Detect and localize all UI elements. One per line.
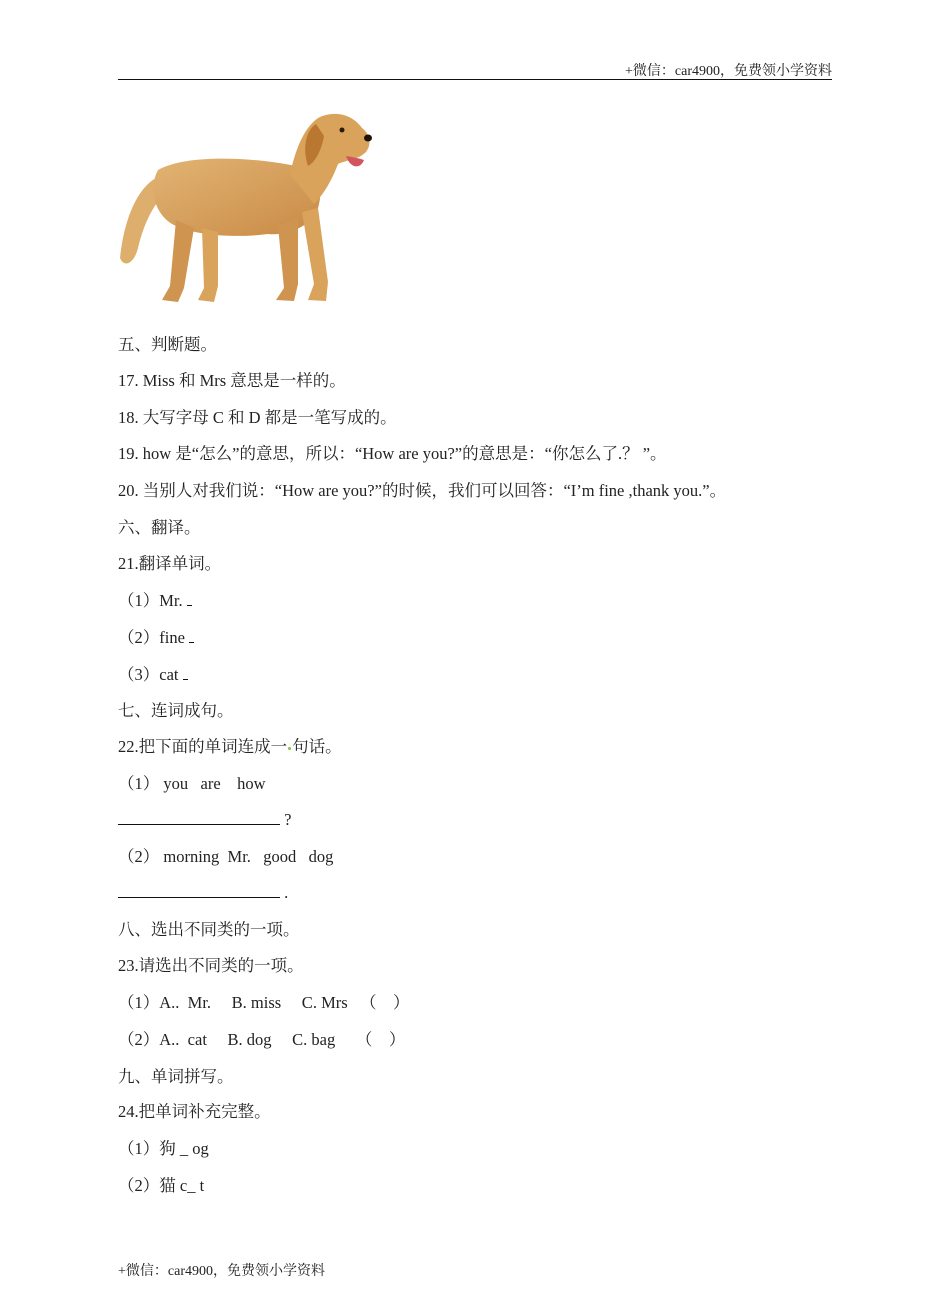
section-9-title: 九、单词拼写。 xyxy=(118,1067,234,1086)
question-19: 19. how 是“怎么”的意思，所以：“How are you?”的意思是：“你怎么了.？ ”。 xyxy=(118,444,667,463)
answer-blank[interactable] xyxy=(187,593,192,606)
question-24: 24.把单词补充完整。 xyxy=(118,1102,271,1121)
translate-item-3 xyxy=(118,665,188,685)
section-6-title: 六、翻译。 xyxy=(118,518,201,537)
section-5-title: 五、判断题。 xyxy=(118,335,217,354)
section-7-title: 七、连词成句。 xyxy=(118,701,234,720)
footer-watermark: +微信：car4900，免费领小学资料 xyxy=(118,1264,325,1279)
translate-item-3-text: （3）cat xyxy=(118,665,179,684)
sentence-item-1: （1） you are how xyxy=(118,774,266,793)
dot-mark xyxy=(288,747,291,750)
sentence-item-2: （2） morning Mr. good dog xyxy=(118,847,334,866)
sentence-answer-1 xyxy=(118,810,291,830)
answer-blank[interactable] xyxy=(183,667,188,680)
spelling-item-2: （2）猫 c_ t xyxy=(118,1176,205,1195)
translate-item-1 xyxy=(118,591,192,611)
answer-line[interactable] xyxy=(118,810,280,825)
sentence-answer-1-end: ? xyxy=(280,810,292,829)
choice-item-2: （2）A.. cat B. dog C. bag （ ） xyxy=(118,1030,406,1049)
question-21: 21.翻译单词。 xyxy=(118,554,222,573)
choice-item-1: （1）A.. Mr. B. miss C. Mrs （ ） xyxy=(118,993,410,1012)
question-23: 23.请选出不同类的一项。 xyxy=(118,956,304,975)
translate-item-2-text: （2）fine xyxy=(118,628,185,647)
answer-line[interactable] xyxy=(118,883,280,898)
dog-illustration xyxy=(118,108,373,308)
translate-item-2 xyxy=(118,628,194,648)
spelling-item-1: （1）狗 _ og xyxy=(118,1139,209,1158)
question-22-text-b: 句话。 xyxy=(292,737,342,756)
question-20: 20. 当别人对我们说：“How are you?”的时候，我们可以回答：“I’m fine ,thank you.”。 xyxy=(118,481,727,500)
answer-blank[interactable] xyxy=(189,630,194,643)
header-watermark: +微信：car4900，免费领小学资料 xyxy=(625,64,832,79)
sentence-answer-2 xyxy=(118,883,288,903)
translate-item-1-text: （1）Mr. xyxy=(118,591,183,610)
sentence-answer-2-end: . xyxy=(280,883,289,902)
section-8-title: 八、选出不同类的一项。 xyxy=(118,920,300,939)
question-17: 17. Miss 和 Mrs 意思是一样的。 xyxy=(118,371,346,390)
question-22-text-a: 22.把下面的单词连成一 xyxy=(118,737,288,756)
question-18: 18. 大写字母 C 和 D 都是一笔写成的。 xyxy=(118,408,397,427)
question-22 xyxy=(118,737,342,757)
header-rule xyxy=(118,79,832,80)
